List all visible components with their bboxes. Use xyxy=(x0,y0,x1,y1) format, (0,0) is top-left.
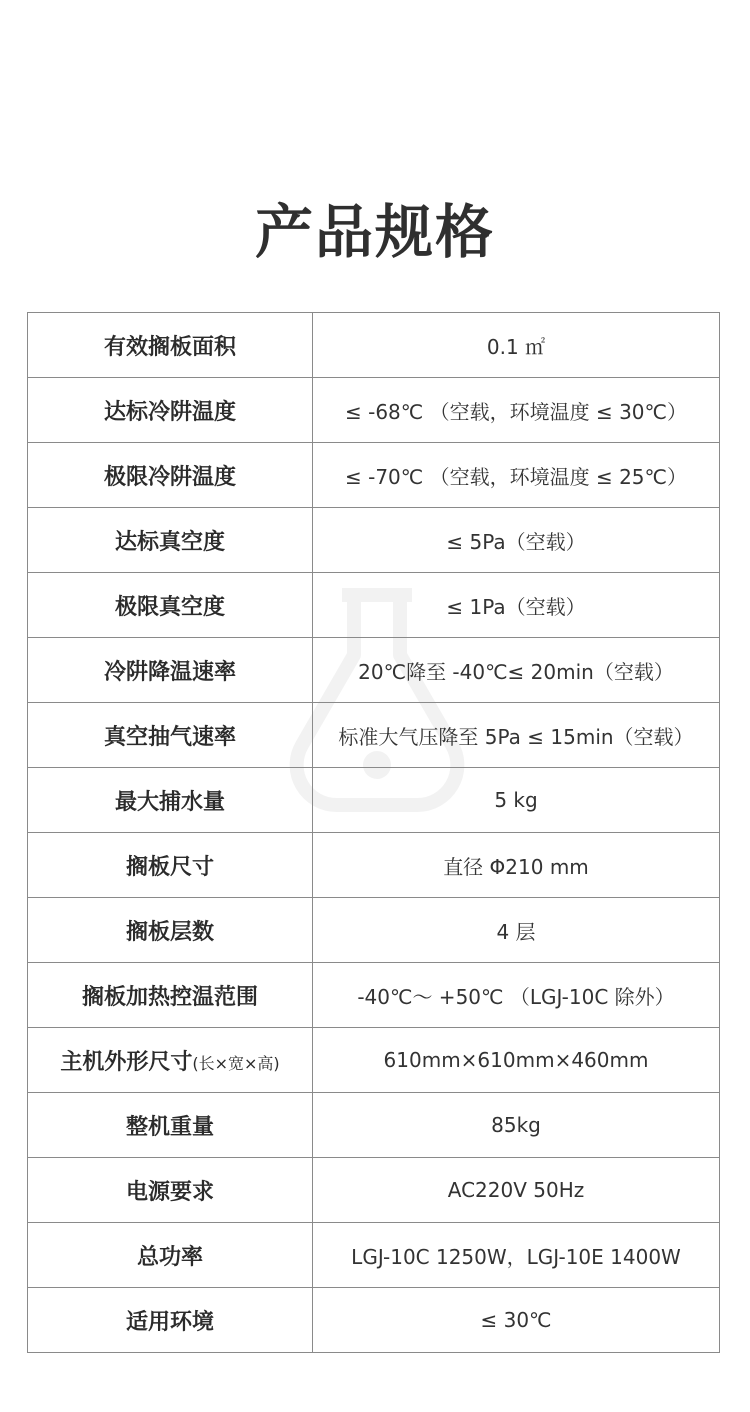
spec-value: ≤ 5Pa（空载） xyxy=(313,508,720,573)
spec-row-shelf-heating-range xyxy=(28,963,720,1028)
spec-label-main: 主机外形尺寸 xyxy=(60,1049,193,1075)
spec-row-dimensions xyxy=(28,1028,720,1093)
spec-label: 达标冷阱温度 xyxy=(28,378,313,443)
spec-row-limit-trap-temp xyxy=(28,443,720,508)
spec-row-standard-vacuum xyxy=(28,508,720,573)
spec-row-limit-vacuum xyxy=(28,573,720,638)
spec-value: ≤ 30℃ xyxy=(313,1288,720,1353)
spec-row-max-water-capture xyxy=(28,768,720,833)
spec-row-effective-shelf-area xyxy=(28,313,720,378)
spec-value: 标准大气压降至 5Pa ≤ 15min（空载） xyxy=(313,703,720,768)
spec-label-note: (长×宽×高) xyxy=(192,1053,280,1073)
spec-label: 真空抽气速率 xyxy=(28,703,313,768)
spec-row-total-power xyxy=(28,1223,720,1288)
spec-value: 5 kg xyxy=(313,768,720,833)
spec-label: 有效搁板面积 xyxy=(28,313,313,378)
spec-label: 搁板尺寸 xyxy=(28,833,313,898)
spec-row-weight xyxy=(28,1093,720,1158)
spec-label: 整机重量 xyxy=(28,1093,313,1158)
spec-value: 直径 Φ210 mm xyxy=(313,833,720,898)
spec-label: 极限冷阱温度 xyxy=(28,443,313,508)
spec-row-cooling-rate xyxy=(28,638,720,703)
spec-row-shelf-layers xyxy=(28,898,720,963)
spec-label: 冷阱降温速率 xyxy=(28,638,313,703)
spec-value: 0.1 ㎡ xyxy=(313,313,720,378)
spec-label: 适用环境 xyxy=(28,1288,313,1353)
spec-value: 20℃降至 -40℃≤ 20min（空载） xyxy=(313,638,720,703)
spec-value: LGJ-10C 1250W，LGJ-10E 1400W xyxy=(313,1223,720,1288)
spec-row-shelf-size xyxy=(28,833,720,898)
spec-value: 610mm×610mm×460mm xyxy=(313,1028,720,1093)
spec-value: 85kg xyxy=(313,1093,720,1158)
spec-label: 搁板加热控温范围 xyxy=(28,963,313,1028)
spec-label: 总功率 xyxy=(28,1223,313,1288)
spec-value: ≤ 1Pa（空载） xyxy=(313,573,720,638)
spec-value: AC220V 50Hz xyxy=(313,1158,720,1223)
spec-row-environment xyxy=(28,1288,720,1353)
spec-value: -40℃～ +50℃ （LGJ-10C 除外） xyxy=(313,963,720,1028)
spec-value: 4 层 xyxy=(313,898,720,963)
spec-label: 达标真空度 xyxy=(28,508,313,573)
spec-label: 最大捕水量 xyxy=(28,768,313,833)
spec-value: ≤ -68℃ （空载，环境温度 ≤ 30℃） xyxy=(313,378,720,443)
spec-row-power-supply xyxy=(28,1158,720,1223)
spec-row-pumping-rate xyxy=(28,703,720,768)
spec-label: 极限真空度 xyxy=(28,573,313,638)
spec-label: 搁板层数 xyxy=(28,898,313,963)
page-title: 产品规格 xyxy=(254,198,495,266)
spec-label xyxy=(28,1028,313,1093)
spec-label: 电源要求 xyxy=(28,1158,313,1223)
spec-value: ≤ -70℃ （空载，环境温度 ≤ 25℃） xyxy=(313,443,720,508)
spec-table xyxy=(27,312,720,1353)
spec-row-standard-trap-temp xyxy=(28,378,720,443)
